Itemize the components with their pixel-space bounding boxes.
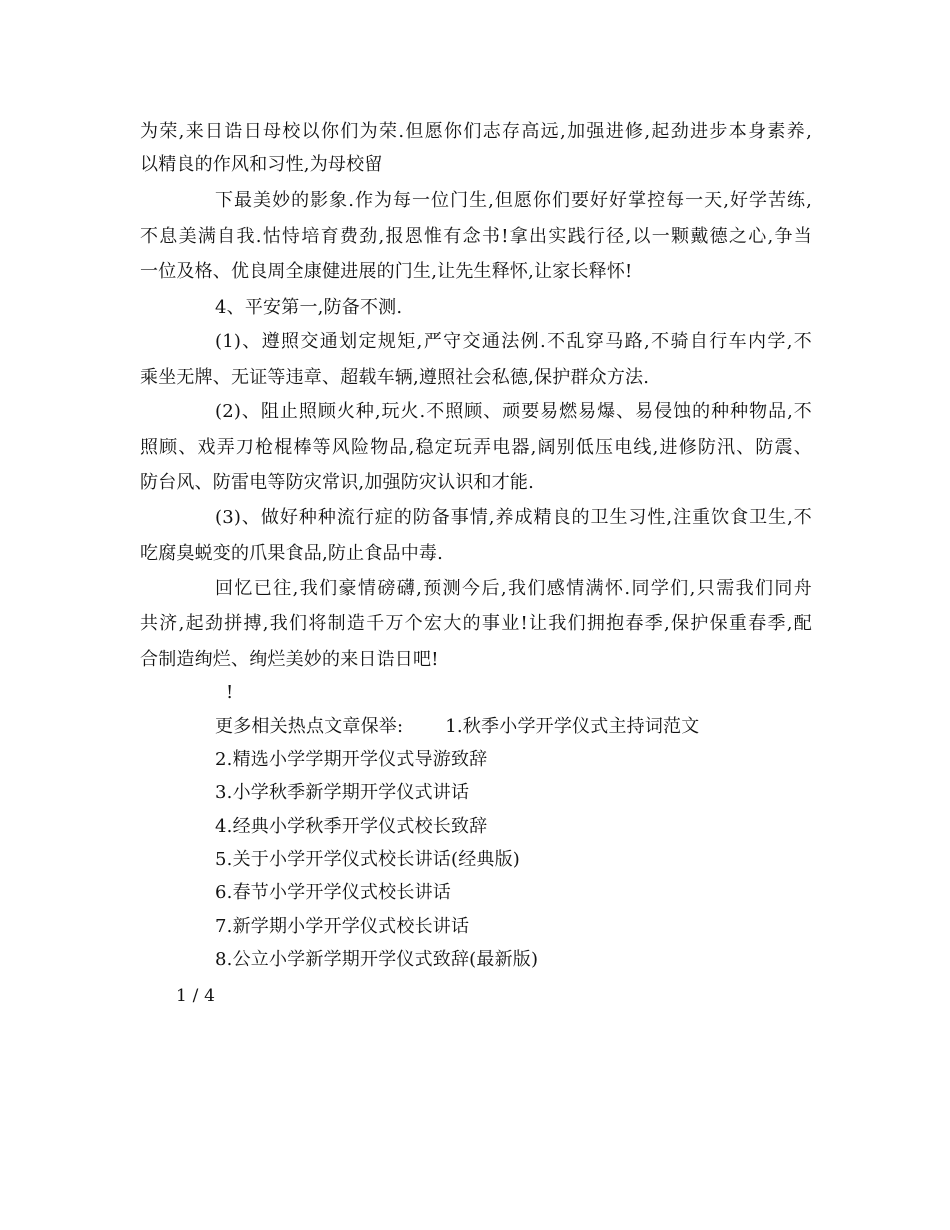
related-article-link-3[interactable]: 3.小学秋季新学期开学仪式讲话 <box>215 782 470 803</box>
exclamation-line: ! <box>226 682 234 703</box>
section-heading: 4、平安第一,防备不测. <box>215 297 403 318</box>
item-2-line-1: (2)、阻止照顾火种,玩火.不照顾、顽要易燃易爆、易侵蚀的种种物品,不 <box>215 401 812 422</box>
body-line-4: 不息美满自我.怙恃培育费劲,报恩惟有念书!拿出实践行径,以一颗戴德之心,争当 <box>140 226 812 247</box>
item-2-line-3: 防台风、防雷电等防灾常识,加强防灾认识和才能. <box>140 472 535 493</box>
related-article-link-1[interactable]: 1.秋季小学开学仪式主持词范文 <box>445 716 700 737</box>
related-article-link-6[interactable]: 6.春节小学开学仪式校长讲话 <box>215 882 451 903</box>
page-number: 1 / 4 <box>176 986 216 1006</box>
body-line-2: 以精良的作风和习性,为母校留 <box>140 154 383 175</box>
related-article-link-4[interactable]: 4.经典小学秋季开学仪式校长致辞 <box>215 816 488 837</box>
item-1-line-1: (1)、遵照交通划定规矩,严守交通法例.不乱穿马路,不骑自行车内学,不 <box>215 331 812 352</box>
related-article-link-7[interactable]: 7.新学期小学开学仪式校长讲话 <box>215 916 470 937</box>
closing-line-1: 回忆已往,我们豪情磅礴,预测今后,我们感情满怀.同学们,只需我们同舟 <box>215 578 812 599</box>
body-line-1: 为荣,来日诰日母校以你们为荣.但愿你们志存高远,加强进修,起劲进步本身素养, <box>140 121 812 142</box>
body-line-3: 下最美妙的影象.作为每一位门生,但愿你们要好好掌控每一天,好学苦练, <box>215 190 812 211</box>
related-article-link-2[interactable]: 2.精选小学学期开学仪式导游致辞 <box>215 749 488 770</box>
related-article-link-8[interactable]: 8.公立小学新学期开学仪式致辞(最新版) <box>215 949 539 970</box>
item-1-line-2: 乘坐无牌、无证等违章、超载车辆,遵照社会私德,保护群众方法. <box>140 367 650 388</box>
item-2-line-2: 照顾、戏弄刀枪棍棒等风险物品,稳定玩弄电器,阔别低压电线,进修防汛、防震、 <box>140 437 812 458</box>
related-articles-header <box>215 715 699 739</box>
item-3-line-2: 吃腐臭蜕变的爪果食品,防止食品中毒. <box>140 543 444 564</box>
item-3-line-1: (3)、做好种种流行症的防备事情,养成精良的卫生习性,注重饮食卫生,不 <box>215 507 812 528</box>
related-articles-label: 更多相关热点文章保举: <box>215 716 404 737</box>
closing-line-2: 共济,起劲拼搏,我们将制造千万个宏大的事业!让我们拥抱春季,保护保重春季,配 <box>140 613 812 634</box>
body-line-5: 一位及格、优良周全康健进展的门生,让先生释怀,让家长释怀! <box>140 261 633 282</box>
closing-line-3: 合制造绚烂、绚烂美妙的来日诰日吧! <box>140 649 439 670</box>
related-article-link-5[interactable]: 5.关于小学开学仪式校长讲话(经典版) <box>215 849 521 870</box>
